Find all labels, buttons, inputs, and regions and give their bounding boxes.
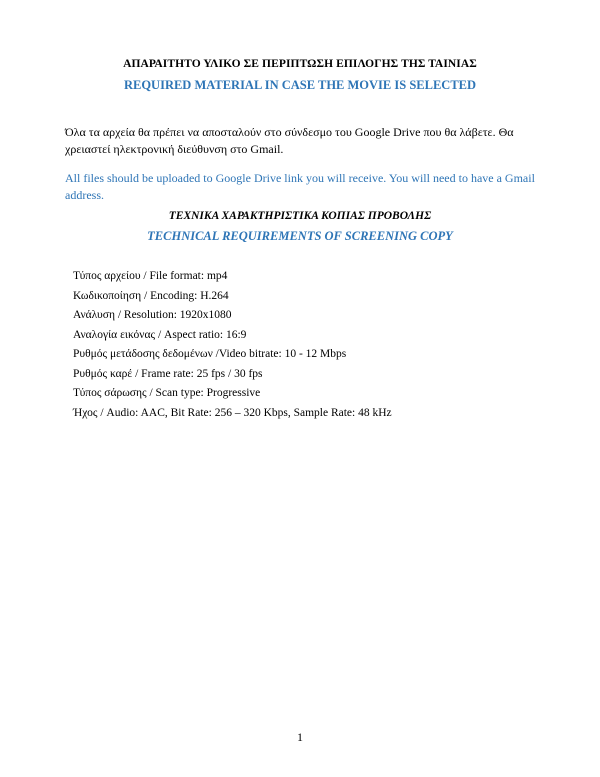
spec-aspect-ratio: Αναλογία εικόνας / Aspect ratio: 16:9 [73, 328, 247, 341]
title-english: REQUIRED MATERIAL IN CASE THE MOVIE IS SELECTED [123, 78, 477, 92]
intro-greek-paragraph: Όλα τα αρχεία θα πρέπει να αποσταλούν στο σύνδεσμο του Google Drive που θα λάβετε. Θα χρειαστεί ηλεκτρονική διεύθυνση στο Gmail. [65, 125, 514, 156]
spec-scan-type: Τύπος σάρωσης / Scan type: Progressive [73, 387, 261, 399]
spec-encoding: Κωδικοποίηση / Encoding: H.264 [73, 289, 229, 302]
subtitle-english: TECHNICAL REQUIREMENTS OF SCREENING COPY [147, 229, 453, 243]
spec-resolution: Ανάλυση / Resolution: 1920x1080 [73, 309, 232, 321]
spec-video-bitrate: Ρυθμός μετάδοσης δεδομένων /Video bitrate: 10 - 12 Mbps [73, 348, 347, 360]
title-greek: ΑΠΑΡΑΙΤΗΤΟ ΥΛΙΚΟ ΣΕ ΠΕΡΙΠΤΩΣΗ ΕΠΙΛΟΓΗΣ ΤΗΣ ΤΑΙΝΙΑΣ [123, 58, 477, 70]
spec-frame-rate: Ρυθμός καρέ / Frame rate: 25 fps / 30 fps [73, 367, 263, 380]
spec-file-format: Τύπος αρχείου / File format: mp4 [73, 270, 228, 282]
page-number: 1 [297, 730, 303, 744]
intro-english-paragraph: All files should be uploaded to Google Drive link you will receive. You will need to have a Gmail address. [65, 171, 535, 202]
technical-specs-list [73, 267, 553, 423]
spec-audio: Ήχος / Audio: AAC, Bit Rate: 256 – 320 Kbps, Sample Rate: 48 kHz [73, 406, 392, 419]
subtitle-greek: ΤΕΧΝΙΚΑ ΧΑΡΑΚΤΗΡΙΣΤΙΚΑ ΚΟΠΙΑΣ ΠΡΟΒΟΛΗΣ [168, 210, 432, 222]
